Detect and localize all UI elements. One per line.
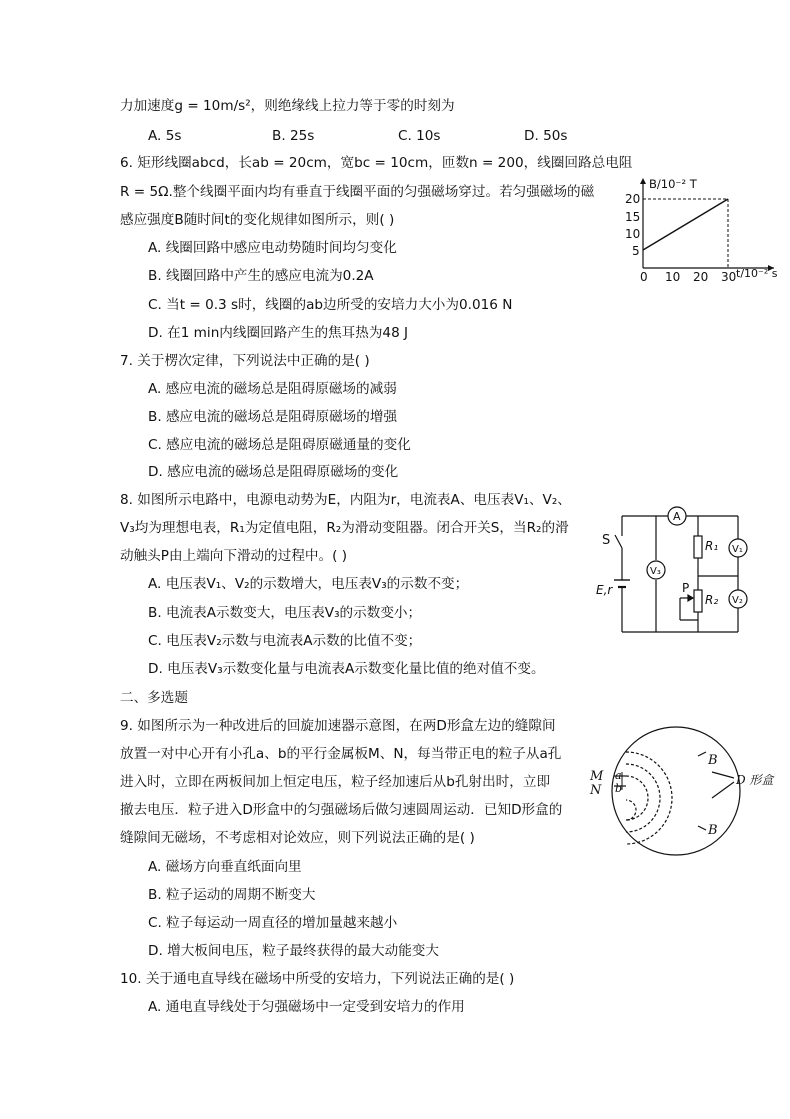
v3-label: V₃	[650, 566, 661, 577]
q6-option-c: C. 当t = 0.3 s时，线圈的ab边所受的安培力大小为0.016 N	[148, 297, 513, 313]
x-axis-label: t/10⁻² s	[736, 267, 778, 280]
q5-stem-continued: 力加速度g = 10m/s²，则绝缘线上拉力等于零的时刻为	[120, 98, 455, 114]
q8-option-c: C. 电压表V₂示数与电流表A示数的比值不变；	[148, 633, 422, 649]
q9-option-c: C. 粒子每运动一周直径的增加量越来越小	[148, 915, 398, 931]
q9-stem-line-1: 9. 如图所示为一种改进后的回旋加速器示意图，在两D形盒左边的缝隙间	[120, 718, 556, 734]
q10-stem: 10. 关于通电直导线在磁场中所受的安培力，下列说法正确的是( )	[120, 971, 515, 987]
y-tick-10: 10	[625, 227, 641, 241]
q6-b-t-graph	[624, 174, 782, 282]
m-label: M	[590, 769, 604, 784]
q7-option-d: D. 感应电流的磁场总是阻碍原磁场的变化	[148, 464, 399, 480]
b-field-label-top: B	[708, 753, 718, 768]
q5-option-c: C. 10s	[398, 128, 441, 144]
resistor-r1	[694, 536, 702, 558]
y-tick-20: 20	[625, 192, 641, 206]
v1-label: V₁	[732, 544, 743, 555]
q8-circuit-diagram	[594, 502, 760, 640]
d-pointer-bottom	[712, 782, 734, 798]
q9-option-a: A. 磁场方向垂直纸面向里	[148, 859, 302, 875]
y-axis-arrow	[640, 178, 646, 184]
q5-option-a: A. 5s	[148, 128, 182, 144]
q6-option-b: B. 线圈回路中产生的感应电流为0.2A	[148, 268, 374, 284]
y-tick-15: 15	[625, 210, 641, 224]
q6-stem-line-1: 6. 矩形线圈abcd，长ab = 20cm，宽bc = 10cm，匝数n = 200，线圈回路总电阻	[120, 155, 633, 171]
resistor-r2	[694, 590, 702, 612]
v2-label: V₂	[732, 595, 743, 606]
q9-stem-line-3: 进入时，立即在两板间加上恒定电压，粒子经加速后从b孔射出时，立即	[120, 774, 551, 790]
a-label: a	[615, 769, 622, 782]
q7-option-c: C. 感应电流的磁场总是阻碍原磁通量的变化	[148, 437, 411, 453]
q8-stem-line-3: 动触头P由上端向下滑动的过程中。( )	[120, 548, 348, 564]
q9-stem-line-2: 放置一对中心开有小孔a、b的平行金属板M、N，每当带正电的粒子从a孔	[120, 746, 562, 762]
x-tick-0: 0	[640, 270, 648, 282]
source-label: E,r	[596, 583, 613, 597]
y-tick-5: 5	[632, 244, 640, 258]
b-t-line	[643, 199, 728, 250]
q8-option-a: A. 电压表V₁、V₂的示数增大，电压表V₃的示数不变；	[148, 576, 469, 592]
r2-label: R₂	[705, 593, 719, 607]
q6-option-a: A. 线圈回路中感应电动势随时间均匀变化	[148, 240, 397, 256]
s-label: S	[602, 533, 611, 548]
x-tick-10: 10	[665, 270, 681, 282]
q8-stem-line-2: V₃均为理想电表，R₁为定值电阻，R₂为滑动变阻器。闭合开关S，当R₂的滑	[120, 520, 569, 536]
q6-stem-line-2: R = 5Ω.整个线圈平面内均有垂直于线圈平面的匀强磁场穿过。若匀强磁场的磁	[120, 184, 595, 200]
q7-option-b: B. 感应电流的磁场总是阻碍原磁场的增强	[148, 409, 398, 425]
slider-arrow	[688, 595, 693, 601]
n-label: N	[590, 783, 602, 798]
q8-stem-line-1: 8. 如图所示电路中，电源电动势为E，内阻为r，电流表A、电压表V₁、V₂、	[120, 492, 571, 508]
x-tick-30: 30	[721, 270, 737, 282]
q9-stem-line-5: 缝隙间无磁场，不考虑相对论效应，则下列说法正确的是( )	[120, 830, 475, 846]
trajectory-1	[626, 776, 648, 820]
p-label: P	[682, 581, 690, 595]
q5-option-b: B. 25s	[272, 128, 315, 144]
q8-option-b: B. 电流表A示数变大，电压表V₃的示数变小；	[148, 605, 422, 621]
b-pointer-bottom	[698, 826, 706, 830]
switch-blade	[615, 535, 622, 548]
ammeter-label: A	[673, 510, 681, 523]
q8-option-d: D. 电压表V₃示数变化量与电流表A示数变化量比值的绝对值不变。	[148, 661, 545, 677]
q9-option-d: D. 增大板间电压，粒子最终获得的最大动能变大	[148, 943, 439, 959]
q5-option-d: D. 50s	[524, 128, 568, 144]
d-box-label: D 形盒	[736, 773, 774, 787]
section-multi-choice-heading: 二、多选题	[120, 690, 188, 706]
q9-option-b: B. 粒子运动的周期不断变大	[148, 887, 316, 903]
trajectory-3	[626, 752, 672, 844]
b-pointer-top	[698, 752, 706, 756]
q6-stem-line-3: 感应强度B随时间t的变化规律如图所示，则( )	[120, 212, 395, 228]
r1-label: R₁	[705, 539, 719, 553]
q9-stem-line-4: 撤去电压．粒子进入D形盒中的匀强磁场后做匀速圆周运动．已知D形盒的	[120, 802, 563, 818]
d-pointer-top	[712, 772, 734, 778]
q7-option-a: A. 感应电流的磁场总是阻碍原磁场的减弱	[148, 381, 397, 397]
q6-option-d: D. 在1 min内线圈回路产生的焦耳热为48 J	[148, 325, 409, 341]
trajectory-inner	[626, 800, 636, 820]
q9-cyclotron-diagram	[586, 716, 776, 866]
b-field-label-bottom: B	[708, 823, 718, 838]
trajectory-2	[626, 764, 660, 832]
q7-stem: 7. 关于楞次定律，下列说法中正确的是( )	[120, 353, 370, 369]
q10-option-a: A. 通电直导线处于匀强磁场中一定受到安培力的作用	[148, 999, 465, 1015]
b-hole-label: b	[615, 782, 623, 795]
x-tick-20: 20	[693, 270, 709, 282]
y-axis-label: B/10⁻² T	[649, 177, 697, 191]
